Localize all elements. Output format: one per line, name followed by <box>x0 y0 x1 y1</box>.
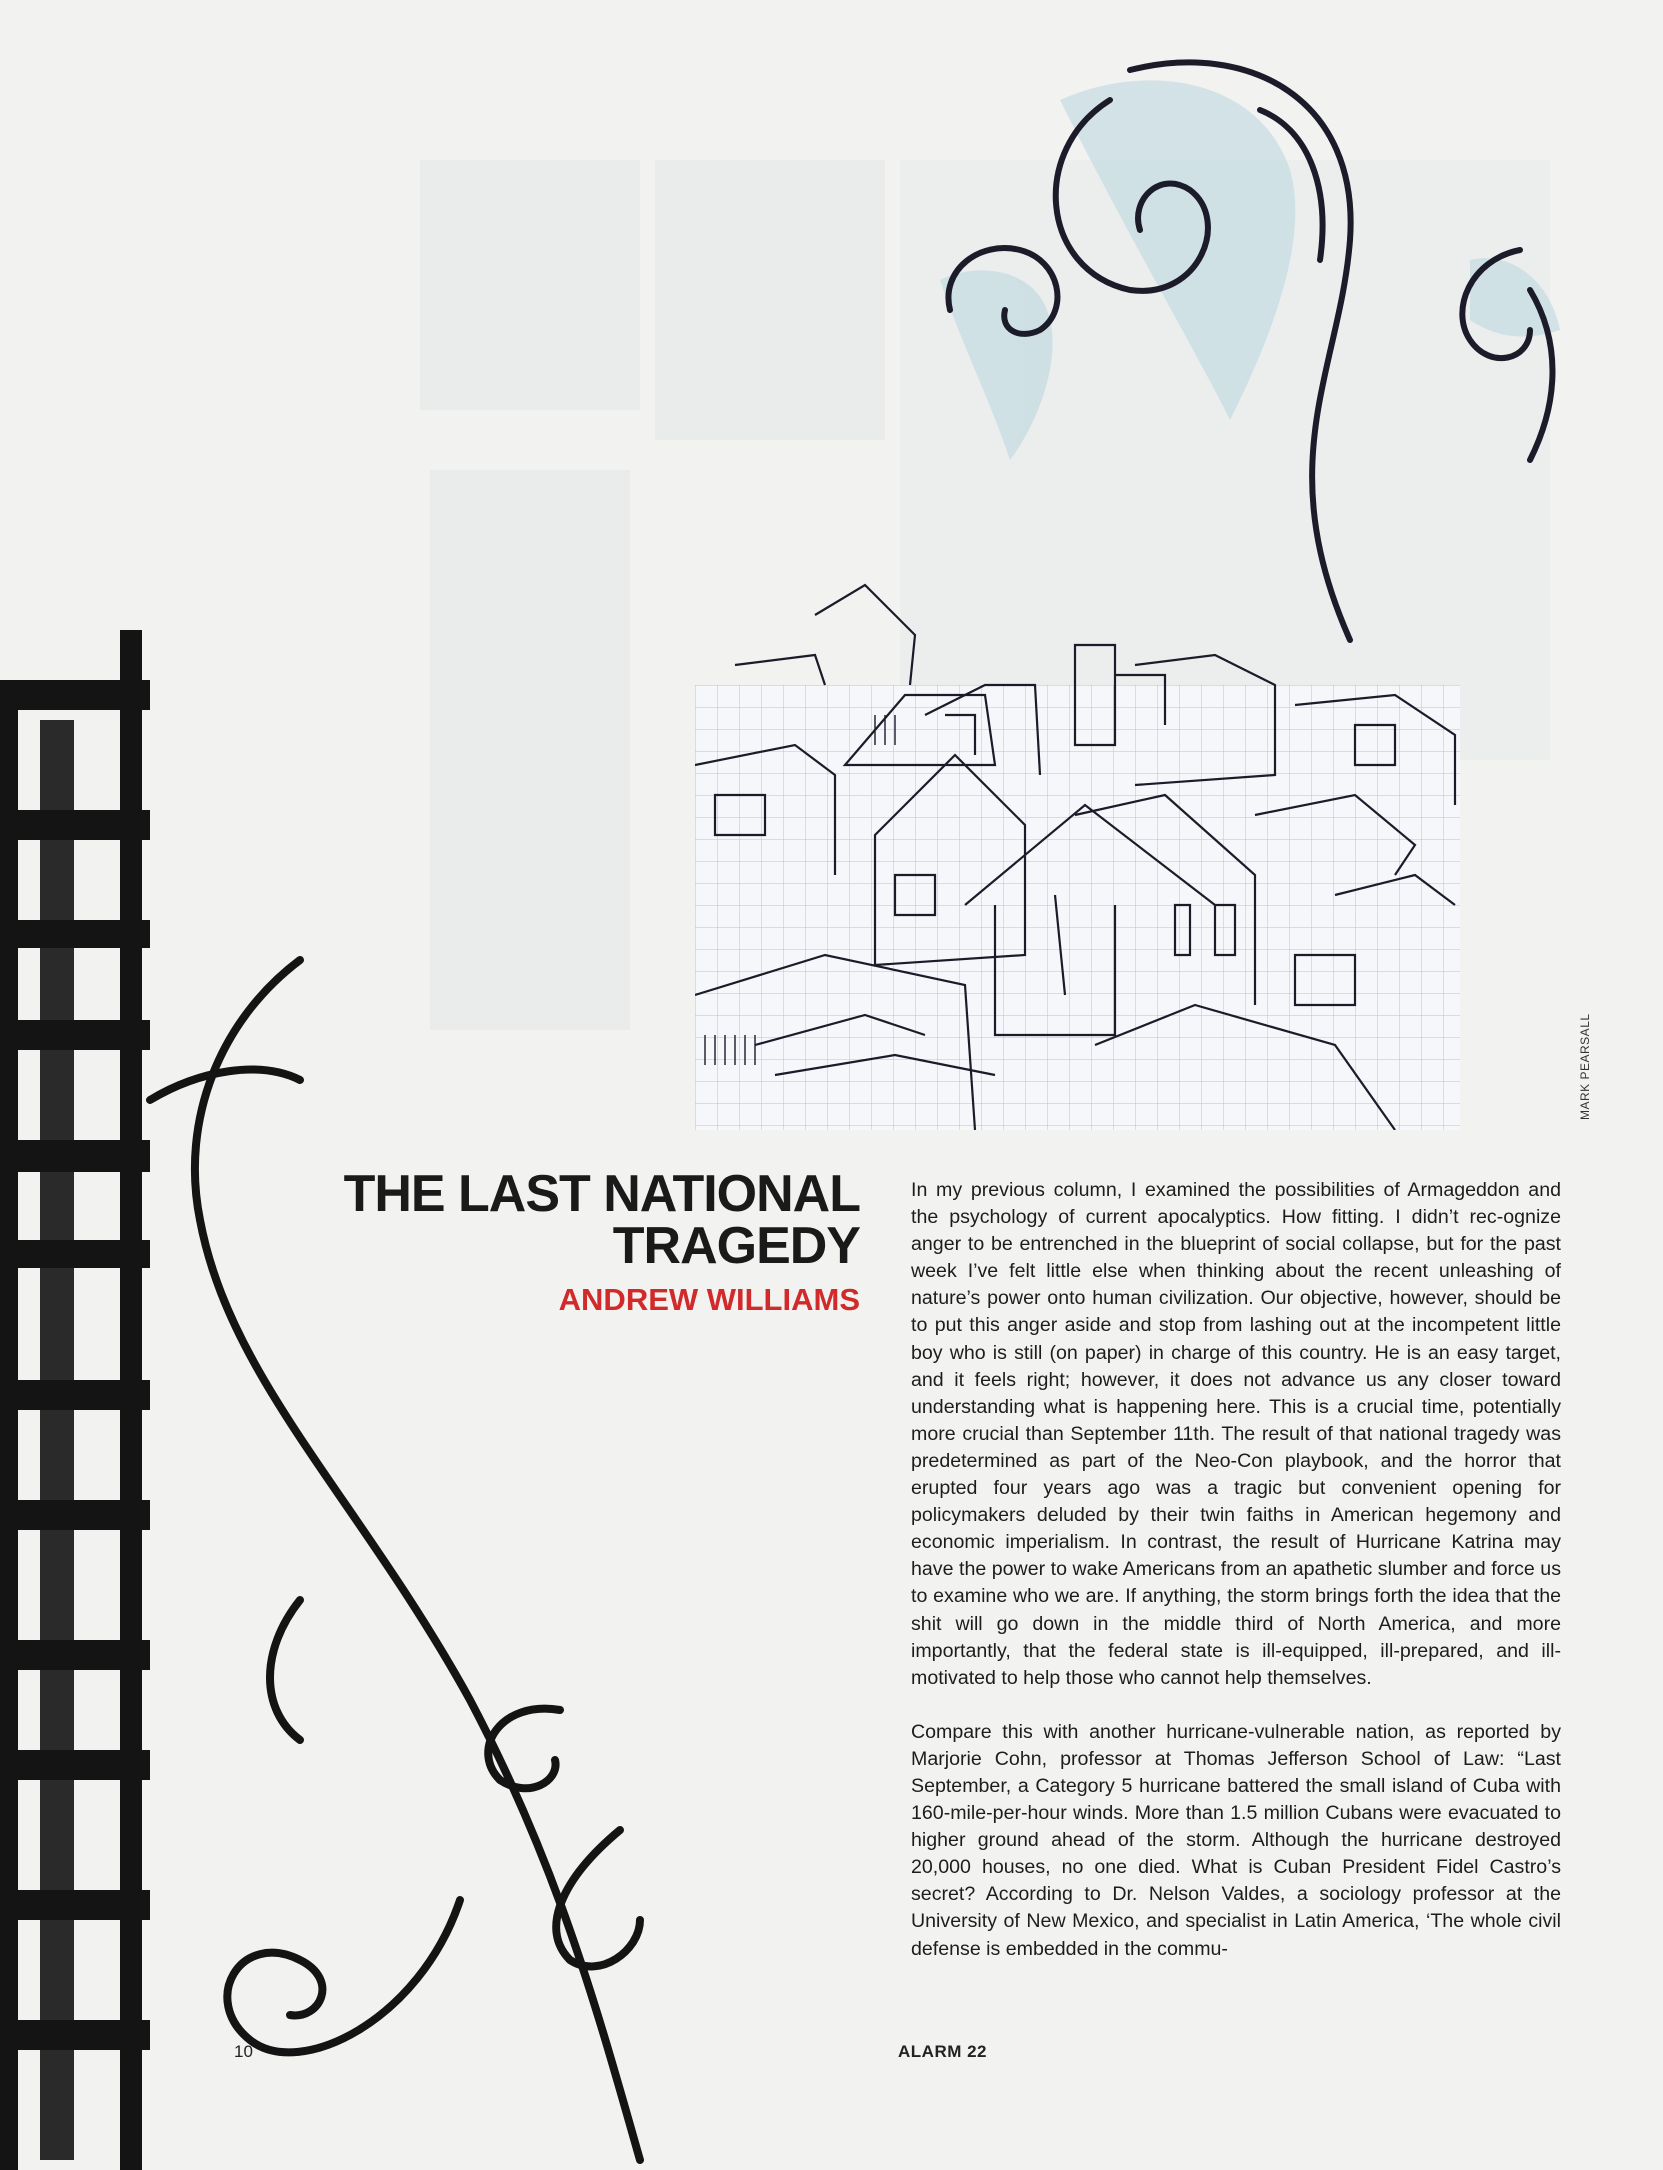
article-body <box>911 1177 1561 1990</box>
rooftops-sketch-illustration <box>695 575 1460 1130</box>
body-paragraph-1: In my previous column, I examined the possibilities of Armageddon and the psychology of current apocalyptics. How fitting. I didn’t rec-ognize anger to be entrenched in the blueprint of social collapse, but for the past week I’ve felt little else when thinking about the recent unleashing of nature’s power onto human civilization. Our objective, however, should be to put this anger aside and stop from lashing out at the incompetent little boy who is still (on paper) in charge of this country. He is an easy target, and it feels right; however, it does not advance us any closer toward understanding what is happening here. This is a crucial time, potentially more crucial than September 11th. The result of that national tragedy was predetermined as part of the Neo-Con playbook, and the horror that erupted four years ago was a tragic but convenient opening for policymakers deluded by their twin faiths in American hegemony and economic imperialism. In contrast, the result of Hurricane Katrina may have the power to wake Americans from an apathetic slumber and force us to examine who we are. If anything, the storm brings forth the idea that the shit will go down in the middle third of North America, and more importantly, that the federal state is ill-equipped, ill-prepared, and ill-motivated to help those who cannot help themselves. <box>911 1179 1561 1689</box>
article-title-line-1: THE LAST NATIONAL <box>343 1165 860 1223</box>
article-title <box>330 1165 860 1275</box>
iron-scrollwork-illustration <box>0 600 700 2170</box>
body-paragraph-2: Compare this with another hurricane-vulnerable nation, as reported by Marjorie Cohn, professor at Thomas Jefferson School of Law: “Last September, a Category 5 hurricane battered the small island of Cuba with 160-mile-per-hour winds. More than 1.5 million Cubans were evacuated to higher ground ahead of the storm. Although the hurricane destroyed 20,000 houses, no one died. What is Cuban President Fidel Castro’s secret? According to Dr. Nelson Valdes, a sociology professor at the University of New Mexico, and specialist in Latin America, ‘The whole civil defense is embedded in the commu- <box>911 1720 1561 1960</box>
left-page-number: 10 <box>234 2042 253 2061</box>
illustration-credit: MARK PEARSALL <box>1578 1013 1592 1120</box>
article-title-line-2: TRAGEDY <box>612 1217 860 1275</box>
author-byline: ANDREW WILLIAMS <box>558 1282 860 1317</box>
show-through-block <box>420 160 640 410</box>
page-folio: ALARM 22 <box>898 2042 988 2061</box>
show-through-block <box>655 160 885 440</box>
